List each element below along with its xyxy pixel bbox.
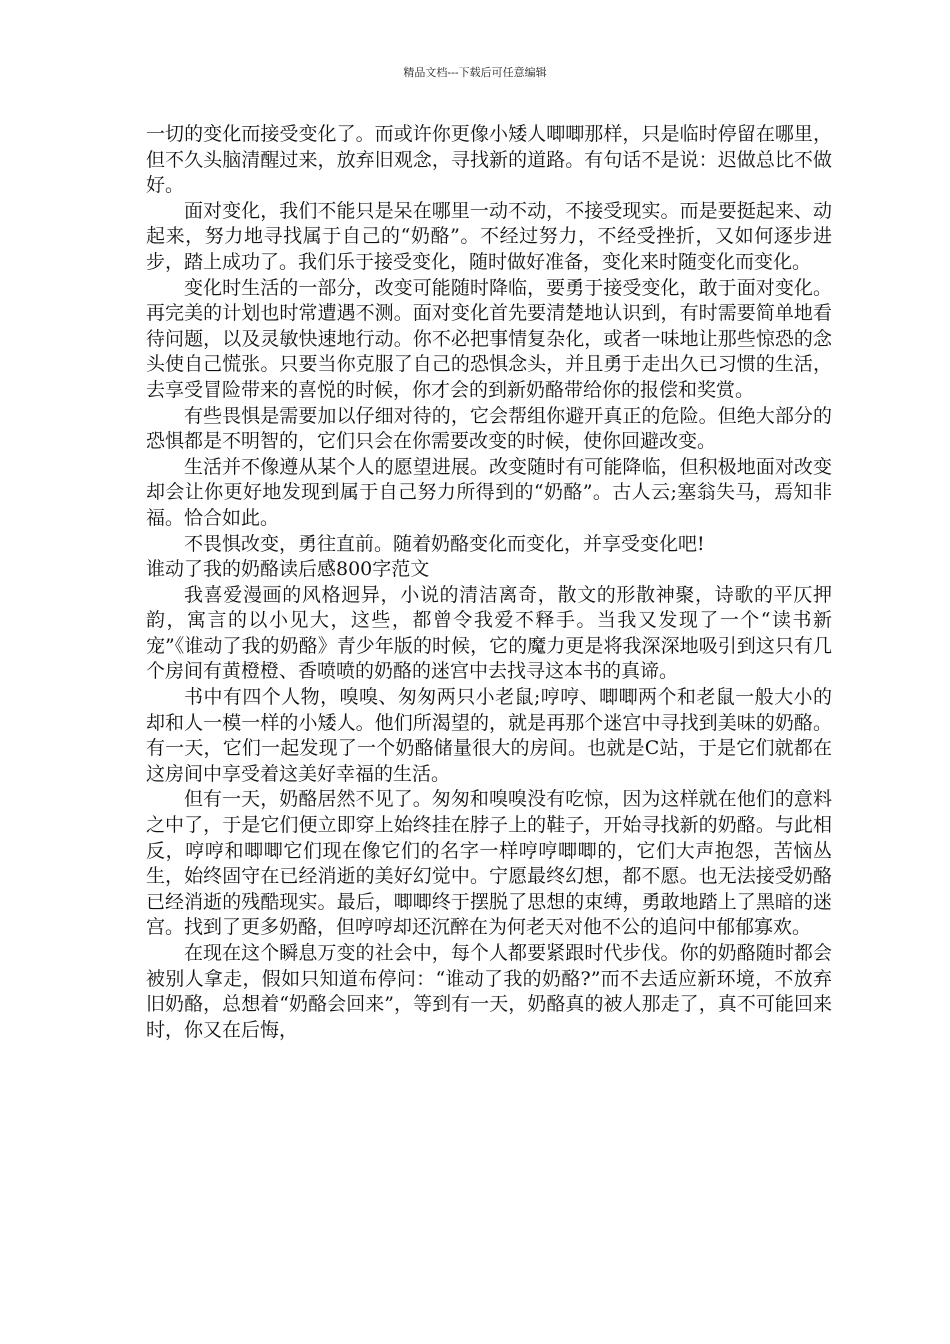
paragraph: 但有一天，奶酪居然不见了。匆匆和嗅嗅没有吃惊，因为这样就在他们的意料之中了，于是它们便立即穿上始终挂在脖子上的鞋子，开始寻找新的奶酪。与此相反，哼哼和唧唧它们现在像它们的名字一样哼哼唧唧的，它们大声抱怨，苦恼丛生，始终固守在已经消逝的美好幻觉中。宁愿最终幻想，都不愿。也无法接受奶酪已经消逝的残酷现实。最后，唧唧终于摆脱了思想的束缚，勇敢地踏上了黑暗的迷宫。找到了更多奶酪，但哼哼却还沉醉在为何老天对他不公的追问中郁郁寡欢。 bbox=[146, 788, 832, 939]
paragraph: 书中有四个人物，嗅嗅、匆匆两只小老鼠;哼哼、唧唧两个和老鼠一般大小的却和人一模一样的小矮人。他们所渴望的，就是再那个迷宫中寻找到美味的奶酪。有一天，它们一起发现了一个奶酪储量很大的房间。也就是C站，于是它们就都在这房间中享受着这美好幸福的生活。 bbox=[146, 686, 832, 785]
article-title: 谁动了我的奶酪读后感800字范文 bbox=[146, 558, 430, 581]
paragraph: 不畏惧改变，勇往直前。随着奶酪变化而变化，并享受变化吧! bbox=[184, 532, 705, 555]
paragraph-continuation: 一切的变化而接受变化了。而或许你更像小矮人唧唧那样，只是临时停留在哪里，但不久头脑清醒过来，放弃旧观念，寻找新的道路。有句话不是说：迟做总比不做好。 bbox=[146, 123, 832, 197]
paragraph: 有些畏惧是需要加以仔细对待的，它会帮组你避开真正的危险。但绝大部分的恐惧都是不明智的，它们只会在你需要改变的时候，使你回避改变。 bbox=[146, 404, 832, 453]
paragraph: 生活并不像遵从某个人的愿望进展。改变随时有可能降临，但积极地面对改变却会让你更好地发现到属于自己努力所得到的“奶酪”。古人云;塞翁失马，焉知非福。恰合如此。 bbox=[146, 455, 832, 529]
page-header: 精品文档---下载后可任意编辑 bbox=[403, 66, 547, 79]
document-body bbox=[146, 122, 832, 1043]
paragraph: 面对变化，我们不能只是呆在哪里一动不动，不接受现实。而是要挺起来、动起来，努力地寻找属于自己的“奶酪”。不经过努力，不经受挫折，又如何逐步进步，踏上成功了。我们乐于接受变化，随时做好准备，变化来时随变化而变化。 bbox=[146, 199, 832, 273]
paragraph: 变化时生活的一部分，改变可能随时降临，要勇于接受变化，敢于面对变化。再完美的计划也时常遭遇不测。面对变化首先要清楚地认识到，有时需要简单地看待问题，以及灵敏快速地行动。你不必把事情复杂化，或者一味地让那些惊恐的念头使自己慌张。只要当你克服了自己的恐惧念头，并且勇于走出久已习惯的生活，去享受冒险带来的喜悦的时候，你才会的到新奶酪带给你的报偿和奖赏。 bbox=[146, 276, 832, 401]
paragraph: 我喜爱漫画的风格迥异，小说的清洁离奇，散文的形散神聚，诗歌的平仄押韵，寓言的以小见大，这些，都曾令我爱不释手。当我又发现了一个“读书新宠”《谁动了我的奶酪》青少年版的时候，它的魔力更是将我深深地吸引到这只有几个房间有黄橙橙、香喷喷的奶酪的迷宫中去找寻这本书的真谛。 bbox=[146, 583, 832, 683]
paragraph: 在现在这个瞬息万变的社会中，每个人都要紧跟时代步伐。你的奶酪随时都会被别人拿走，假如只知道布停问：“谁动了我的奶酪?”而不去适应新环境，不放弃旧奶酪，总想着“奶酪会回来”，等到有一天，奶酪真的被人那走了，真不可能回来时，你又在后悔， bbox=[146, 942, 832, 1041]
